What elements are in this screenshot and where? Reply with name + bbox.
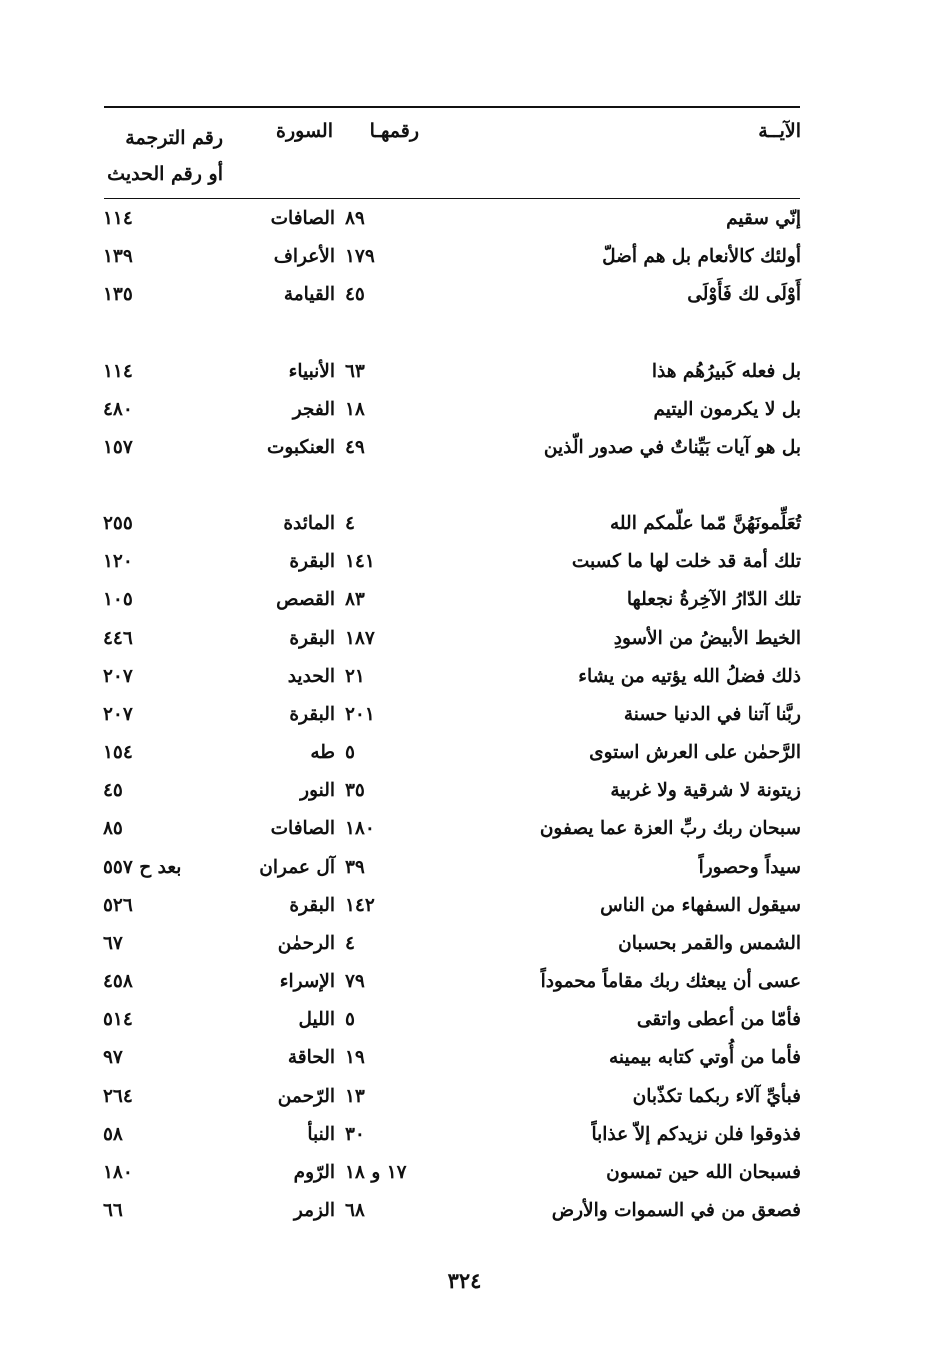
- reference-number: ٥٢٦: [103, 895, 133, 916]
- header-surah: السورة: [276, 120, 333, 142]
- ayah-text: سيداً وحصوراً: [698, 857, 801, 878]
- ayah-text: فبأيِّ آلاء ربكما تكذّبان: [632, 1086, 801, 1107]
- table-row: [0, 1192, 929, 1230]
- ayah-text: أَوْلَى لك فَأَوْلَى: [687, 284, 801, 305]
- surah-name: القيامة: [283, 284, 335, 305]
- ayah-text: سيقول السفهاء من الناس: [600, 895, 801, 916]
- ayah-number: ٤: [345, 513, 355, 534]
- page-number: ٣٢٤: [447, 1268, 482, 1293]
- table-row: [0, 276, 929, 314]
- surah-name: الليل: [298, 1009, 335, 1030]
- ayah-number: ١٨٠: [345, 818, 375, 839]
- table-header: [0, 114, 929, 194]
- ayah-text: الشمس والقمر بحسبان: [618, 933, 801, 954]
- surah-name: الفجر: [292, 399, 335, 420]
- table-row: [0, 696, 929, 734]
- ayah-number: ٢١: [345, 666, 365, 687]
- table-row: [0, 1039, 929, 1077]
- reference-number: ٨٥: [103, 818, 123, 839]
- ayah-text: الرَّحمٰن على العرش استوى: [589, 742, 801, 763]
- ayah-number: ٦٨: [345, 1200, 365, 1221]
- ayah-number: ٢٠١: [345, 704, 375, 725]
- table-row: [0, 734, 929, 772]
- reference-number: ٩٧: [103, 1047, 123, 1068]
- ayah-text: أولئك كالأنعام بل هم أضلّ: [602, 246, 801, 267]
- surah-name: النور: [300, 780, 335, 801]
- reference-number: ١١٤: [103, 208, 133, 229]
- reference-number: ٢٥٥: [103, 513, 133, 534]
- header-reference: [107, 120, 223, 192]
- table-row: [0, 1154, 929, 1192]
- ayah-number: ١٨٧: [345, 628, 375, 649]
- ayah-text: تُعَلِّمونَهُنَّ مّما علّمكم الله: [610, 513, 801, 534]
- ayah-text: ربَّنا آتنا في الدنيا حسنة: [623, 704, 801, 725]
- ayah-number: ٨٩: [345, 208, 365, 229]
- surah-name: المائدة: [283, 513, 335, 534]
- ayah-number: ١٧٩: [345, 246, 375, 267]
- ayah-number: ١٨: [345, 399, 365, 420]
- table-row: [0, 772, 929, 810]
- reference-number: ٤٥٨: [103, 971, 133, 992]
- table-row: [0, 887, 929, 925]
- ayah-text: ذلك فضلُ الله يؤتيه من يشاء: [578, 666, 801, 687]
- ayah-text: تلك أمة قد خلت لها ما كسبت: [571, 551, 801, 572]
- surah-name: الرحمٰن: [277, 933, 335, 954]
- ayah-text: تلك الدّارُ الآخِرةُ نجعلها: [626, 589, 801, 610]
- surah-name: الحديد: [287, 666, 335, 687]
- reference-number: ١٨٠: [103, 1162, 133, 1183]
- table-row: [0, 925, 929, 963]
- ayah-text: بل فعله كَبيرُهُم هذا: [651, 361, 801, 382]
- table-row: [0, 810, 929, 848]
- ayah-number: ١٩: [345, 1047, 365, 1068]
- ayah-text: فصعق من في السموات والأرض: [551, 1200, 801, 1221]
- header-rule: [104, 198, 800, 199]
- table-row: [0, 238, 929, 276]
- reference-number: ١٥٤: [103, 742, 133, 763]
- reference-number: ٤٥: [103, 780, 123, 801]
- table-row: [0, 581, 929, 619]
- header-reference-line2: أو رقم الحديث: [107, 163, 223, 185]
- surah-name: القصص: [276, 589, 335, 610]
- ayah-text: عسى أن يبعثك ربك مقاماً محموداً: [540, 971, 801, 992]
- reference-number: ١١٤: [103, 361, 133, 382]
- table-row: [0, 353, 929, 391]
- surah-name: البقرة: [289, 895, 335, 916]
- ayah-number: ٣٥: [345, 780, 365, 801]
- surah-name: الصافات: [270, 208, 335, 229]
- ayah-number: ١٤١: [345, 551, 375, 572]
- table-row: [0, 658, 929, 696]
- surah-name: الحاقة: [287, 1047, 335, 1068]
- ayah-text: إنّي سقيم: [726, 208, 801, 229]
- table-row: [0, 505, 929, 543]
- ayah-number: ٧٩: [345, 971, 365, 992]
- reference-number: ٥١٤: [103, 1009, 133, 1030]
- surah-name: الزمر: [293, 1200, 335, 1221]
- surah-name: البقرة: [289, 628, 335, 649]
- table-row: [0, 1001, 929, 1039]
- surah-name: الصافات: [270, 818, 335, 839]
- table-row: [0, 429, 929, 467]
- ayah-text: فأما من أُوتي كتابه بيمينه: [608, 1047, 801, 1068]
- reference-number: ٦٧: [103, 933, 123, 954]
- reference-number: ٤٤٦: [103, 628, 133, 649]
- surah-name: الأنبياء: [288, 361, 335, 382]
- ayah-text: الخيط الأبيضُ من الأسودِ: [613, 628, 801, 649]
- ayah-number: ٨٣: [345, 589, 365, 610]
- header-number: رقمهـا: [369, 120, 419, 142]
- reference-number: ٥٨: [103, 1124, 123, 1145]
- surah-name: آل عمران: [259, 857, 335, 878]
- reference-number: ١٠٥: [103, 589, 133, 610]
- table-row: [0, 1078, 929, 1116]
- surah-name: العنكبوت: [266, 437, 335, 458]
- table-row: [0, 849, 929, 887]
- table-row: [0, 200, 929, 238]
- ayah-number: ١٤٢: [345, 895, 375, 916]
- ayah-text: بل هو آيات بَيِّناتٌ في صدور الّذين: [543, 437, 801, 458]
- reference-number: ٢٠٧: [103, 666, 133, 687]
- surah-name: الرّوم: [293, 1162, 335, 1183]
- table-row: [0, 963, 929, 1001]
- ayah-number: ٤٩: [345, 437, 365, 458]
- ayah-number: ٥: [345, 742, 355, 763]
- ayah-number: ٤٥: [345, 284, 365, 305]
- surah-name: طه: [310, 742, 335, 763]
- ayah-number: ٣٠: [345, 1124, 365, 1145]
- ayah-text: سبحان ربك ربِّ العزة عما يصفون: [539, 818, 801, 839]
- reference-number: بعد ح ٥٥٧: [103, 857, 182, 878]
- reference-number: ١٣٩: [103, 246, 133, 267]
- ayah-text: فذوقوا فلن نزيدكم إلاّ عذاباً: [591, 1124, 801, 1145]
- surah-name: النبأ: [307, 1124, 335, 1145]
- ayah-number: ٤: [345, 933, 355, 954]
- ayah-text: بل لا يكرمون اليتيم: [653, 399, 801, 420]
- ayah-number: ١٣: [345, 1086, 365, 1107]
- reference-number: ١٥٧: [103, 437, 133, 458]
- reference-number: ١٢٠: [103, 551, 133, 572]
- surah-name: الرّحمن: [277, 1086, 335, 1107]
- ayah-text: زيتونة لا شرقية ولا غربية: [610, 780, 801, 801]
- table-row: [0, 1116, 929, 1154]
- reference-number: ٤٨٠: [103, 399, 133, 420]
- ayah-number: ٦٣: [345, 361, 365, 382]
- table-row: [0, 543, 929, 581]
- ayah-number: ١٧ و ١٨: [345, 1162, 407, 1183]
- ayah-number: ٣٩: [345, 857, 365, 878]
- reference-number: ٢٠٧: [103, 704, 133, 725]
- ayah-text: فسبحان الله حين تمسون: [606, 1162, 801, 1183]
- reference-number: ١٣٥: [103, 284, 133, 305]
- surah-name: الإسراء: [279, 971, 335, 992]
- surah-name: البقرة: [289, 551, 335, 572]
- surah-name: الأعراف: [273, 246, 335, 267]
- reference-number: ٢٦٤: [103, 1086, 133, 1107]
- top-rule: [104, 106, 800, 108]
- ayah-text: فأمّا من أعطى واتقى: [636, 1009, 801, 1030]
- table-row: [0, 620, 929, 658]
- table-row: [0, 391, 929, 429]
- ayah-number: ٥: [345, 1009, 355, 1030]
- header-reference-line1: رقم الترجمة: [125, 127, 223, 149]
- surah-name: البقرة: [289, 704, 335, 725]
- header-ayah: الآيــة: [758, 120, 801, 142]
- reference-number: ٦٦: [103, 1200, 123, 1221]
